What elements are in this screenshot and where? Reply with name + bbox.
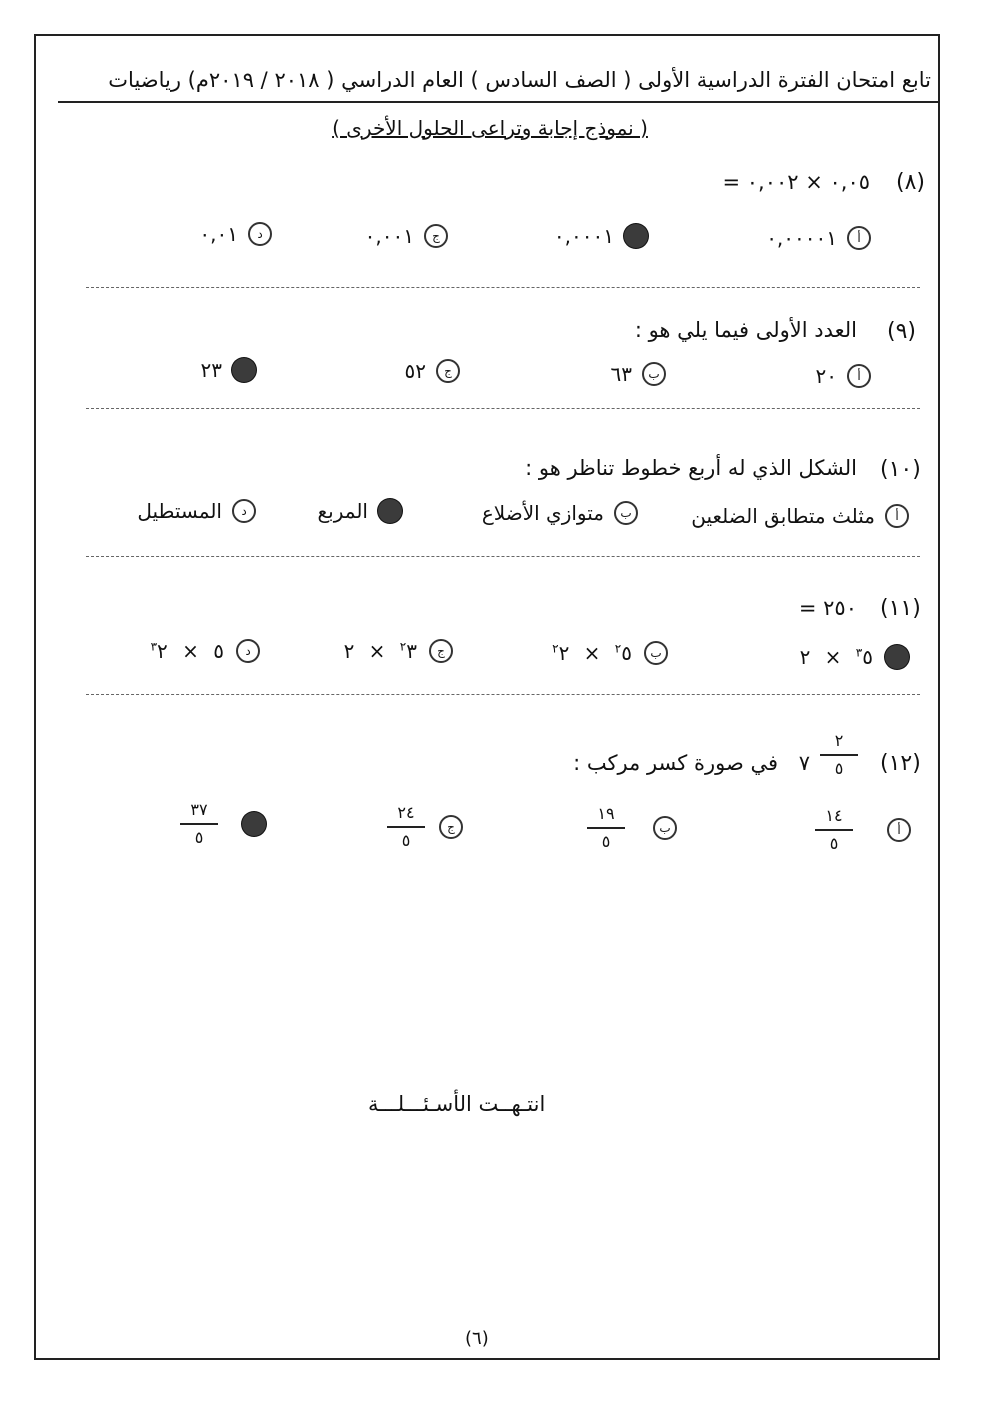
- selected-answer-dot: [378, 499, 402, 523]
- answer-key-subtitle: ( نموذج إجابة وتراعى الحلول الأخرى ): [332, 116, 648, 140]
- page-number: (٦): [465, 1328, 489, 1349]
- question-12-option-d[interactable]: [180, 800, 266, 847]
- base: ٥: [862, 645, 873, 669]
- question-separator: [86, 556, 920, 557]
- option-text: المستطيل: [137, 499, 222, 523]
- question-10-option-d[interactable]: [137, 496, 256, 526]
- question-separator: [86, 694, 920, 695]
- option-text: متوازي الأضلاع: [481, 501, 604, 525]
- option-text: ٥٢: [404, 359, 426, 383]
- base: ٥: [621, 641, 632, 665]
- option-letter-circle: ج: [424, 224, 448, 248]
- question-separator: [86, 287, 920, 288]
- question-9-option-c[interactable]: [405, 356, 460, 386]
- option-letter-circle: أ: [847, 226, 871, 250]
- option-fraction: [387, 804, 425, 849]
- option-letter-circle: ب: [653, 816, 677, 840]
- selected-answer-dot: [242, 812, 266, 836]
- question-12-whole-number: ٧: [798, 751, 810, 775]
- option-letter-circle: أ: [847, 364, 871, 388]
- option-expression: [344, 639, 417, 663]
- option-text: ٠,٠١: [199, 222, 238, 246]
- option-letter-circle: د: [248, 222, 272, 246]
- question-separator: [86, 408, 920, 409]
- fraction-bar: [180, 823, 218, 825]
- end-of-questions-text: انتـهــت الأسـئـــلـــة: [368, 1092, 546, 1116]
- fraction-denominator: ٥: [829, 834, 839, 853]
- times-sign: ×: [182, 639, 199, 663]
- base: ٢: [799, 645, 811, 669]
- option-text: المربع: [317, 499, 368, 523]
- base: ٥: [213, 639, 224, 663]
- fraction-denominator: ٥: [194, 828, 204, 847]
- selected-answer-dot: [232, 358, 256, 382]
- times-sign: ×: [824, 645, 842, 669]
- question-10-option-b[interactable]: [482, 498, 638, 528]
- option-text: ٠,٠٠٠١: [553, 224, 614, 248]
- fraction-numerator: ١٤: [825, 806, 843, 826]
- question-9-number: (٩): [887, 319, 917, 344]
- fraction-denominator: ٥: [601, 832, 611, 851]
- option-letter-circle: أ: [885, 504, 909, 528]
- option-letter-circle: د: [232, 499, 256, 523]
- question-11-option-b[interactable]: [552, 638, 668, 668]
- question-10-option-c[interactable]: [318, 496, 402, 526]
- base: ٣: [406, 639, 417, 663]
- option-expression: [552, 641, 632, 665]
- fraction-numerator: ٢: [834, 731, 844, 750]
- option-fraction: [180, 801, 218, 846]
- option-text: ٦٣: [610, 362, 632, 386]
- fraction-bar: [587, 827, 625, 829]
- question-12-option-c[interactable]: [387, 803, 463, 850]
- option-text: ٢٣: [200, 358, 222, 382]
- exponent: ٣: [150, 639, 158, 654]
- question-9-option-d[interactable]: [201, 355, 256, 385]
- question-11-option-d[interactable]: [151, 636, 260, 666]
- question-12-option-a[interactable]: [815, 806, 911, 853]
- exam-header-title: تابع امتحان الفترة الدراسية الأولى ( الصف السادس ) العام الدراسي ( ٢٠١٨ / ٢٠١٩م) رياضيات: [108, 68, 931, 92]
- base: ٢: [157, 639, 168, 663]
- question-8-option-a[interactable]: [766, 223, 871, 253]
- fraction-bar: [815, 829, 853, 831]
- option-letter-circle: ج: [429, 639, 453, 663]
- question-11-number: (١١): [880, 596, 921, 621]
- option-text: ٢٠: [815, 364, 837, 388]
- option-letter-circle: ج: [439, 815, 463, 839]
- question-11-option-a[interactable]: [800, 642, 909, 672]
- question-10-text: الشكل الذي له أربع خطوط تناظر هو :: [525, 456, 857, 480]
- question-8-option-d[interactable]: [199, 219, 272, 249]
- exponent: ٢: [552, 641, 559, 656]
- question-12-fraction: [820, 731, 858, 777]
- fraction-bar: [820, 754, 858, 756]
- question-8-option-b[interactable]: [554, 221, 648, 251]
- option-text: مثلث متطابق الضلعين: [691, 504, 875, 528]
- question-11-text: ٢٥٠ =: [798, 596, 857, 620]
- base: ٢: [558, 641, 570, 665]
- question-8-option-c[interactable]: [365, 221, 448, 251]
- question-8-number: (٨): [896, 170, 926, 195]
- option-letter-circle: د: [236, 639, 260, 663]
- base: ٢: [343, 639, 355, 663]
- times-sign: ×: [583, 641, 601, 665]
- question-12-text: في صورة كسر مركب :: [573, 751, 778, 775]
- fraction-numerator: ٣٧: [190, 800, 208, 820]
- header-divider: [58, 101, 938, 103]
- exponent: ٢: [614, 641, 622, 656]
- option-expression: [800, 645, 873, 669]
- selected-answer-dot: [624, 224, 648, 248]
- times-sign: ×: [368, 639, 386, 663]
- question-8-text: ٠,٠٥ × ٠,٠٠٢ =: [722, 170, 870, 194]
- option-letter-circle: ج: [436, 359, 460, 383]
- fraction-numerator: ٢٤: [397, 803, 415, 823]
- option-letter-circle: ب: [644, 641, 668, 665]
- fraction-denominator: ٥: [401, 831, 411, 850]
- option-letter-circle: ب: [614, 501, 638, 525]
- option-text: ٠,٠٠٠٠١: [766, 226, 837, 250]
- question-12-option-b[interactable]: [587, 804, 677, 851]
- option-letter-circle: أ: [887, 818, 911, 842]
- option-letter-circle: ب: [642, 362, 666, 386]
- exponent: ٢: [399, 639, 407, 654]
- question-9-text: العدد الأولى فيما يلي هو :: [634, 318, 857, 342]
- question-9-option-a[interactable]: [816, 361, 871, 391]
- question-11-option-c[interactable]: [344, 636, 453, 666]
- fraction-bar: [387, 826, 425, 828]
- question-12-number: (١٢): [880, 751, 921, 776]
- fraction-numerator: ١٩: [597, 804, 615, 824]
- option-text: ٠,٠٠١: [364, 224, 414, 248]
- option-fraction: [815, 807, 853, 852]
- fraction-denominator: ٥: [834, 758, 844, 778]
- question-10-number: (١٠): [880, 457, 921, 482]
- question-9-option-b[interactable]: [611, 359, 666, 389]
- exponent: ٣: [855, 645, 863, 660]
- question-10-option-a[interactable]: [691, 501, 909, 531]
- option-expression: [151, 639, 224, 663]
- selected-answer-dot: [885, 645, 909, 669]
- option-fraction: [587, 805, 625, 850]
